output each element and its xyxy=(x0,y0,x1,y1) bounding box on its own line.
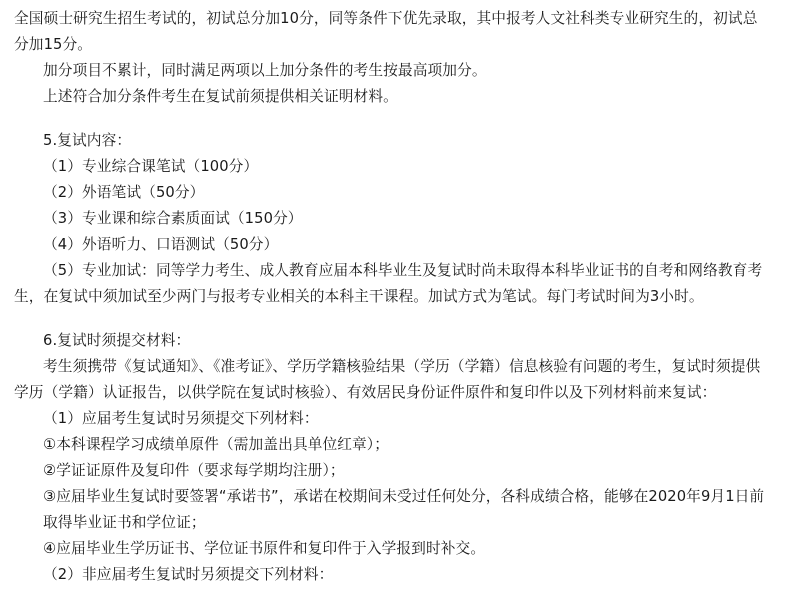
paragraph-bonus-not-cumulative: 加分项目不累计，同时满足两项以上加分条件的考生按最高项加分。 xyxy=(43,62,487,79)
paragraph-bonus-proof: 上述符合加分条件考生在复试前须提供相关证明材料。 xyxy=(43,88,398,105)
spacer-2 xyxy=(14,310,765,328)
paragraph-bonus-points-intro: 全国硕士研究生招生考试的，初试总分加10分，同等条件下优先录取，其中报考人文社科类专业研究生的，初试总分加15分。 xyxy=(14,10,758,53)
list-item-foreign-written: （2）外语笔试（50分） xyxy=(43,184,205,201)
list-item-extra-exam: （5）专业加试：同等学力考生、成人教育应届本科毕业生及复试时尚未取得本科毕业证书的自考和网络教育考生，在复试中须加试至少两门与报考专业相关的本科主干课程。加试方式为笔试。每门考试时间为3小时。 xyxy=(14,262,763,305)
list-item-transcript: ①本科课程学习成绩单原件（需加盖出具单位红章）； xyxy=(43,436,390,453)
list-item-fresh-graduate-header: （1）应届考生复试时另须提交下列材料： xyxy=(43,410,319,427)
heading-retest-content: 5.复试内容： xyxy=(43,132,132,149)
list-item-major-written: （1）专业综合课笔试（100分） xyxy=(43,158,259,175)
list-item-diploma-later: ④应届毕业生学历证书、学位证书原件和复印件于入学报到时补交。 xyxy=(43,540,486,557)
spacer-1 xyxy=(14,110,765,128)
list-item-commitment: ③应届毕业生复试时要签署“承诺书”，承诺在校期间未受过任何处分，各科成绩合格，能够在2020年9月1日前取得毕业证书和学位证； xyxy=(43,488,765,531)
document-body xyxy=(14,6,765,588)
list-item-student-id: ②学证证原件及复印件（要求每学期均注册）； xyxy=(43,462,345,479)
paragraph-materials-intro: 考生须携带《复试通知》、《准考证》、学历学籍核验结果（学历（学籍）信息核验有问题的考生，复试时须提供学历（学籍）认证报告，以供学院在复试时核验）、有效居民身份证件原件和复印件以及下列材料前来复试： xyxy=(14,358,761,401)
list-item-major-interview: （3）专业课和综合素质面试（150分） xyxy=(43,210,303,227)
list-item-listening-speaking: （4）外语听力、口语测试（50分） xyxy=(43,236,279,253)
list-item-nonfresh-header: （2）非应届考生复试时另须提交下列材料： xyxy=(43,566,334,583)
heading-materials: 6.复试时须提交材料： xyxy=(43,332,191,349)
